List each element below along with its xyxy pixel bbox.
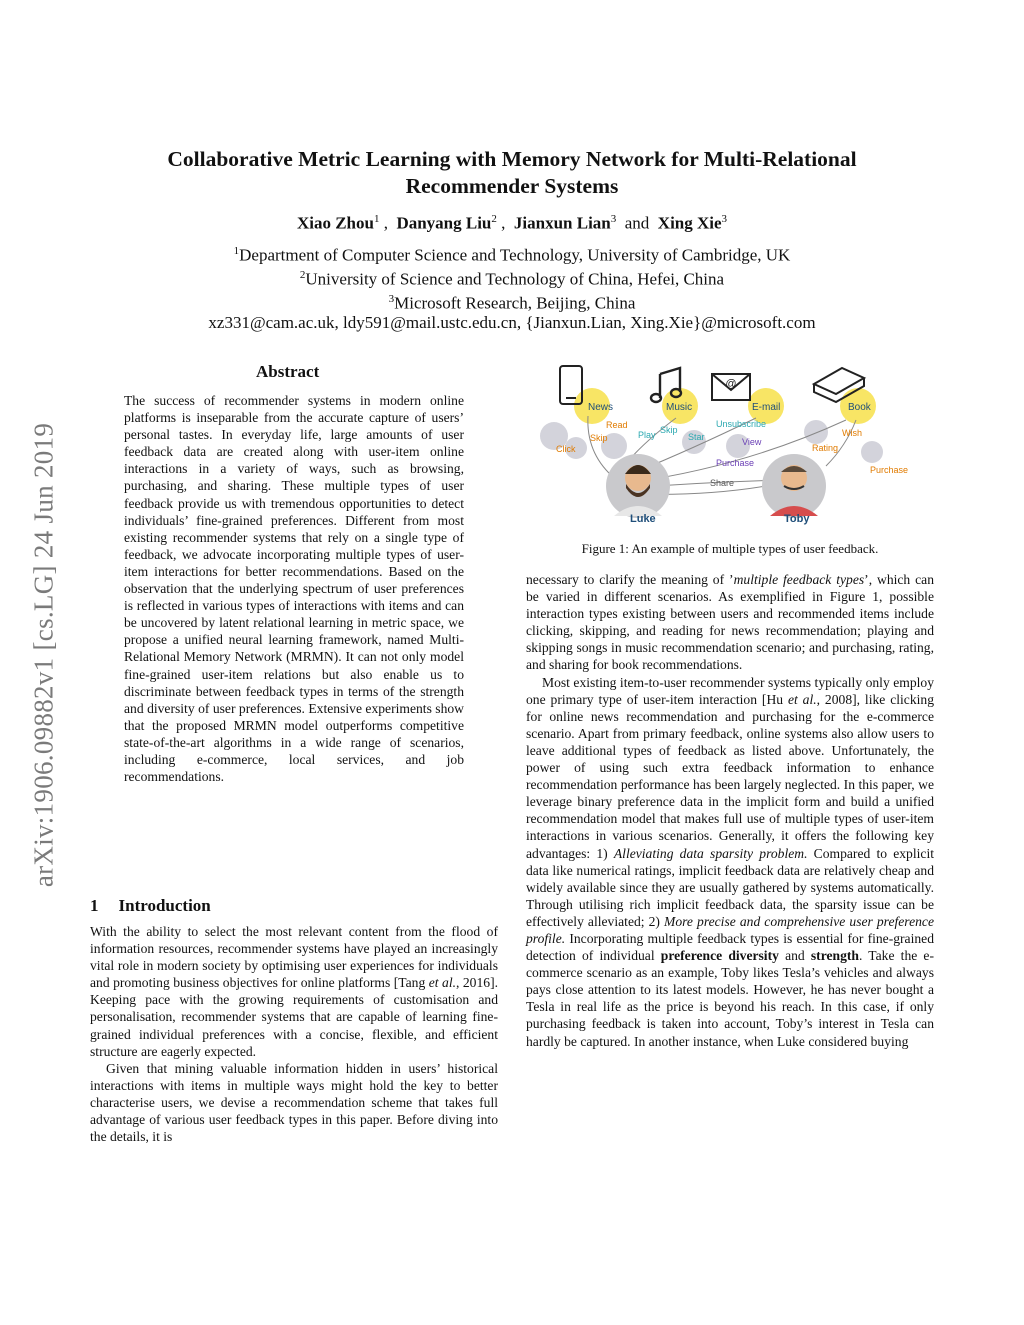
item-label-book: Book [848,402,871,413]
edge-label-click: Click [556,444,576,454]
grey-bubble [804,420,828,444]
edge-label-read: Read [606,420,628,430]
right-paragraph-1: necessary to clarify the meaning of ’multiple feedback types’, which can be varied in different scenarios. As exemplified in Figure 1, possible interaction types existing between users and recommended items include clicking, skipping, and reading for news recommendation; playing and skipping songs in music recommendation scenario; and purchasing, rating, and sharing for book recommendations. [526,572,934,673]
edge-label-unsubscribe: Unsubscribe [716,419,767,429]
user-avatar-luke [606,454,670,518]
affiliation-3: $^3$Microsoft Research, Beijing, China [388,293,636,313]
edge-label-rating: Rating [812,443,839,453]
grey-bubble [861,441,883,463]
figure-feedback-diagram [526,356,934,531]
item-label-email: E-mail [752,402,781,413]
user-label-luke: Luke [630,513,656,525]
edge-label-star: Star [688,432,705,442]
email-at-symbol: @ [725,378,737,390]
edge-label-purchase-toby: Purchase [870,465,909,475]
affiliation-2: $^2$University of Science and Technology of China, Hefei, China [299,269,725,289]
user-label-toby: Toby [784,513,810,525]
affiliation-1: $^1$Department of Computer Science and Technology, University of Cambridge, UK [233,245,791,265]
intro-text [90,923,498,1145]
figure-caption: Figure 1: An example of multiple types of user feedback. [581,541,879,556]
arxiv-stamp: arXiv:1906.09882v1 [cs.LG] 24 Jun 2019 [28,422,59,888]
user-avatar-toby [762,454,826,518]
edge-label-view: View [742,437,762,447]
author-emails: xz331@cam.ac.uk, ldy591@mail.ustc.edu.cn, {Jianxun.Lian, Xing.Xie}@microsoft.com [208,313,816,332]
item-label-news: News [588,402,614,413]
author-list: Xiao Zhou$^1$ , Danyang Liu$^2$ , Jianxun Lian$^3$ and Xing Xie$^3$ [296,213,728,233]
edge-label-purchase: Purchase [716,458,755,468]
edge-label-wish: Wish [842,428,862,438]
item-label-music: Music [666,402,693,413]
abstract-heading: Abstract [256,362,320,381]
right-column-text [526,571,934,1050]
edge-label-play: Play [638,430,656,440]
paper-title: Collaborative Metric Learning with Memory Network for Multi-Relational Recommender Systems [167,147,857,198]
edge-label-skip: Skip [590,433,608,443]
intro-paragraph-1: With the ability to select the most relevant content from the flood of information resources, recommender systems have played an increasingly vital role in modern society by optimising user experiences for individuals and promoting business objectives for online platforms [Tang et al., 2016]. Keeping pace with the growing requirements of customisation and personalisation, recommender systems that are capable of learning fine-grained individual preferences with a concise, flexible, and efficient structure are eagerly expected. [90,924,498,1059]
edge-label-skip-music: Skip [660,425,678,435]
section-heading: 1 Introduction [90,896,211,915]
edge-label-share: Share [710,478,735,488]
right-paragraph-2: Most existing item-to-user recommender systems typically only employ one primary type of user-item interaction [Hu et al., 2008], like clicking for online news recommendation and purchasing for the e-commerce scenario. Apart from primary feedback, online systems also allow users to leave additional types of feedback as listed above. Unfortunately, the power of using such extra feedback information to enhance recommendation performance has been largely neglected. In this paper, we leverage binary preference data in the implicit form and build a unified recommendation model that makes full use of multiple types of user-item interactions in various scenarios. Generally, it offers the following key advantages: 1) Alleviating data sparsity problem. Compared to explicit data like numerical ratings, implicit feedback data are relatively cheap and widely available since they are usually gathered by systems automatically. Through utilising rich implicit feedback data, the sparsity issue can be effectively alleviated; 2) More precise and comprehensive user preference profile. Incorporating multiple feedback types is essential for fine-grained detection of individual preference diversity and strength. Take the e-commerce scenario as an example, Toby likes Tesla’s vehicles and always pays close attention to its latest models. However, he has never bought a Tesla in real life as the price is beyond his reach. In this case, if only purchasing feedback is taken into account, Toby’s interest in Tesla can hardly be captured. In another instance, when Luke considered buying [526,674,934,1049]
intro-paragraph-2: Given that mining valuable information hidden in users’ historical interactions with items in multiple ways might hold the key to better characterise users, we devise a recommendation scheme that takes full advantage of various user feedback types in this paper. Before diving into the details, it is [90,1060,498,1145]
abstract-body: The success of recommender systems in modern online platforms is inseparable from the accurate capture of users’ personal tastes. In everyday life, large amounts of user feedback data are created along with user-item online interactions in a variety of ways, such as browsing, purchasing, and sharing. These multiple types of user feedback provide us with tremendous opportunities to detect individuals’ fine-grained preferences. Different from most existing recommender systems that rely on a single type of feedback, we advocate incorporating multiple types of user-item interactions for better recommendations. Based on the observation that the underlying spectrum of user preferences is reflected in various types of interactions with items and can be uncovered by latent relational learning in metric space, we propose a unified neural learning framework, named Multi-Relational Memory Network (MRMN). It can not only model fine-grained user-item relations but also enable us to discriminate between feedback types in terms of the strength and diversity of user preferences. Extensive experiments show that the proposed MRMN model outperforms competitive state-of-the-art algorithms in a wide range of scenarios, including e-commerce, local services, and job recommendations. [124,393,464,785]
